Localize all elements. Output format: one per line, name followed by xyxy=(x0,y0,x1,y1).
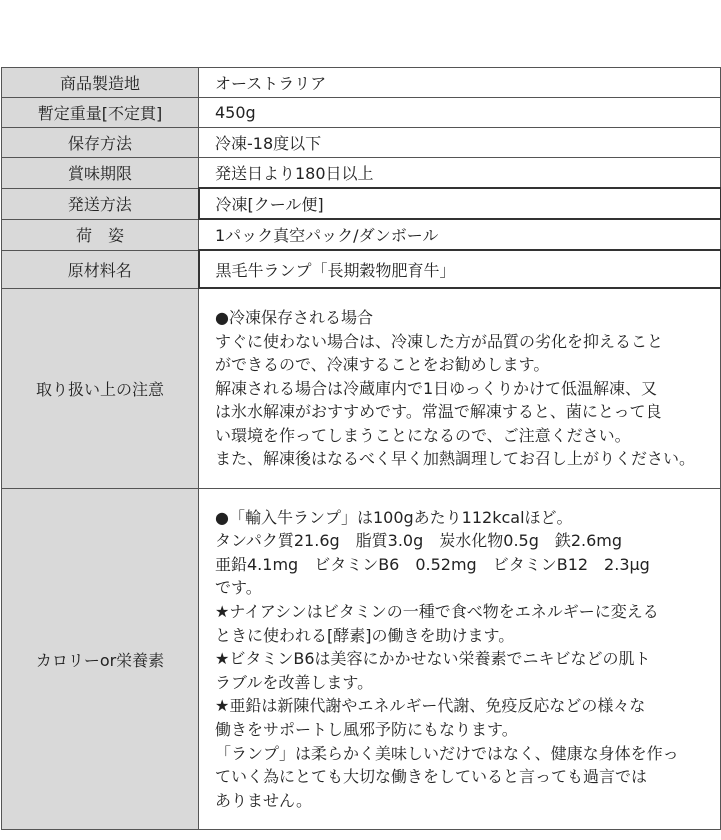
nutrition-line: 「ランプ」は柔らかく美味しいだけではなく、健康な身体を作っ xyxy=(215,743,679,763)
spec-value: 450g xyxy=(199,98,721,128)
spec-row-shipping xyxy=(2,188,721,219)
nutrition-line: ●「輸入牛ランプ」は100gあたり112kcalほど。 xyxy=(215,507,573,527)
nutrition-text xyxy=(215,492,720,827)
spec-value: 冷凍-18度以下 xyxy=(199,128,721,158)
spec-value: 1パック真空パック/ダンボール xyxy=(199,219,721,250)
spec-label: 荷 姿 xyxy=(2,219,199,250)
nutrition-line: ★亜鉛は新陳代謝やエネルギー代謝、免疫反応などの様々な xyxy=(215,696,646,716)
nutrition-line: タンパク質21.6g 脂質3.0g 炭水化物0.5g 鉄2.6mg xyxy=(215,531,623,551)
nutrition-label: カロリーor栄養素 xyxy=(2,489,199,830)
spec-label: 原材料名 xyxy=(2,250,199,288)
notes-value xyxy=(199,288,721,489)
nutrition-line: ★ビタミンB6は美容にかかせない栄養素でニキビなどの肌ト xyxy=(215,649,651,669)
nutrition-line: ときに使われる[酵素]の働きを助けます。 xyxy=(215,625,515,645)
spec-row-packaging xyxy=(2,219,721,250)
nutrition-line: ラブルを改善します。 xyxy=(215,672,374,692)
spec-row-best-before xyxy=(2,158,721,189)
notes-line: い環境を作ってしまうことになるので、ご注意ください。 xyxy=(215,425,631,445)
notes-line: ●冷凍保存される場合 xyxy=(215,307,373,327)
spec-label: 賞味期限 xyxy=(2,158,199,189)
spec-row-storage xyxy=(2,128,721,158)
spec-label: 商品製造地 xyxy=(2,68,199,98)
notes-line: は氷水解凍がおすすめです。常温で解凍すると、菌にとって良 xyxy=(215,402,662,422)
nutrition-line: です。 xyxy=(215,578,262,598)
spec-row-handling-notes xyxy=(2,288,721,489)
nutrition-line: ★ナイアシンはビタミンの一種で食べ物をエネルギーに変える xyxy=(215,602,659,622)
notes-text xyxy=(215,292,720,485)
spec-value: 発送日より180日以上 xyxy=(199,158,721,189)
spec-row-nutrition xyxy=(2,489,721,830)
notes-line: すぐに使わない場合は、冷凍した方が品質の劣化を抑えること xyxy=(215,331,664,351)
spec-label: 発送方法 xyxy=(2,188,199,219)
spec-value: 黒毛牛ランプ「長期穀物肥育牛」 xyxy=(199,250,721,288)
spec-row-ingredients xyxy=(2,250,721,288)
nutrition-value xyxy=(199,489,721,830)
notes-label: 取り扱い上の注意 xyxy=(2,288,199,489)
spec-value: 冷凍[クール便] xyxy=(199,188,721,219)
nutrition-line: 亜鉛4.1mg ビタミンB6 0.52mg ビタミンB12 2.3μg xyxy=(215,554,650,574)
spec-value: オーストラリア xyxy=(199,68,721,98)
notes-line: 解凍される場合は冷蔵庫内で1日ゆっくりかけて低温解凍、又 xyxy=(215,378,658,398)
spec-row-weight xyxy=(2,98,721,128)
nutrition-line: 働きをサポートし風邪予防にもなります。 xyxy=(215,719,518,739)
notes-line: ができるので、冷凍することをお勧めします。 xyxy=(215,355,550,375)
notes-line: また、解凍後はなるべく早く加熱調理してお召し上がりください。 xyxy=(215,449,696,469)
spec-row-origin xyxy=(2,68,721,98)
product-spec-table xyxy=(1,67,721,830)
spec-label: 保存方法 xyxy=(2,128,199,158)
nutrition-line: ありません。 xyxy=(215,790,312,810)
spec-label: 暫定重量[不定貫] xyxy=(2,98,199,128)
nutrition-line: ていく為にとても大切な働きをしていると言っても過言では xyxy=(215,767,648,787)
